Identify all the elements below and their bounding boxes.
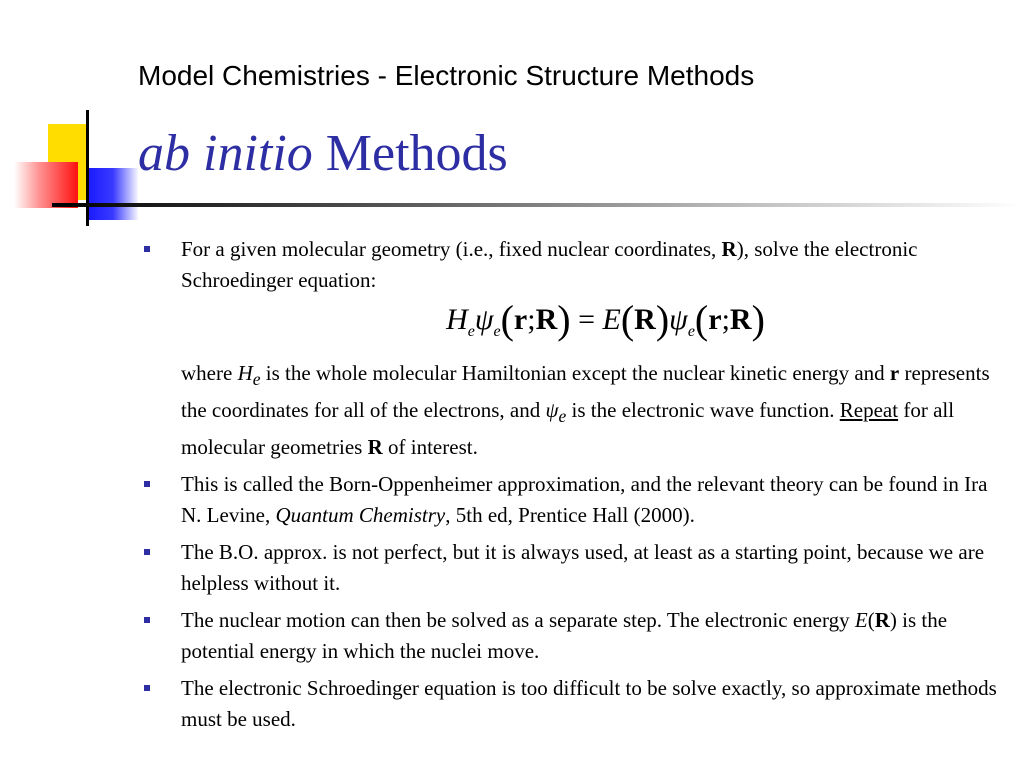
bullet-marker bbox=[144, 685, 150, 691]
title-italic: ab initio bbox=[138, 125, 313, 182]
blue-square-decoration bbox=[88, 168, 138, 220]
bullet-text: The B.O. approx. is not perfect, but it is always used, at least as a starting point, because we are helpless without it. bbox=[181, 540, 985, 596]
schroedinger-equation bbox=[181, 297, 1000, 342]
text-run: is the whole molecular Hamiltonian except the nuclear kinetic energy and bbox=[260, 361, 890, 385]
list-item bbox=[140, 605, 1000, 667]
equation-explanation bbox=[181, 358, 1000, 463]
eq-symbol: E bbox=[602, 303, 621, 336]
underlined-word: Repeat bbox=[839, 398, 899, 423]
list-item bbox=[140, 673, 1000, 735]
bullet-list bbox=[140, 234, 1000, 741]
eq-paren: ) bbox=[557, 297, 571, 342]
italic-symbol: H bbox=[237, 361, 253, 385]
title-rest: Methods bbox=[312, 125, 508, 182]
bold-symbol: R bbox=[874, 608, 890, 633]
bold-symbol: R bbox=[721, 237, 737, 261]
eq-paren: ( bbox=[500, 297, 514, 342]
eq-symbol: ; bbox=[721, 303, 730, 336]
eq-symbol: ψ bbox=[669, 303, 688, 336]
eq-symbol: r bbox=[708, 303, 722, 336]
text-run: The nuclear motion can then be solved as a separate step. The electronic energy bbox=[181, 608, 855, 633]
list-item bbox=[140, 537, 1000, 599]
text-run: ( bbox=[867, 608, 875, 633]
bullet-marker bbox=[144, 549, 150, 555]
subscript: e bbox=[558, 406, 567, 427]
slide-title bbox=[138, 125, 508, 182]
text-run: , 5th ed, Prentice Hall (2000). bbox=[445, 503, 695, 528]
bold-symbol: r bbox=[889, 361, 900, 385]
eq-symbol: H bbox=[446, 303, 468, 336]
red-square-decoration bbox=[14, 162, 78, 208]
text-run: ) is the potential energy in which the nuclei move. bbox=[181, 608, 948, 664]
eq-subscript: e bbox=[493, 323, 501, 340]
slide-subtitle: Model Chemistries - Electronic Structure Methods bbox=[138, 60, 755, 91]
subscript: e bbox=[252, 369, 261, 390]
eq-paren: ( bbox=[620, 297, 635, 342]
title-underline-rule bbox=[52, 203, 1022, 207]
bullet-text: The electronic Schroedinger equation is too difficult to be solve exactly, so approximate methods must be used. bbox=[181, 676, 997, 732]
text-run: of interest. bbox=[382, 435, 478, 460]
italic-symbol: ψ bbox=[545, 398, 559, 423]
text-run: ), solve the electronic Schroedinger equation: bbox=[181, 237, 918, 292]
text-run: where bbox=[181, 361, 238, 385]
eq-symbol: ψ bbox=[474, 303, 494, 336]
eq-symbol: = bbox=[578, 303, 596, 336]
list-item bbox=[140, 234, 1000, 463]
eq-paren: ) bbox=[751, 297, 765, 342]
text-run: This is called the Born-Oppenheimer approximation, and the relevant theory can be found in Ira N. Levine, bbox=[181, 472, 988, 528]
eq-symbol: r bbox=[513, 303, 528, 336]
bullet-text bbox=[181, 234, 1000, 296]
eq-symbol: R bbox=[634, 303, 656, 336]
bullet-text bbox=[181, 469, 1000, 531]
text-run: For a given molecular geometry (i.e., fixed nuclear coordinates, bbox=[181, 237, 722, 261]
bullet-marker bbox=[144, 617, 150, 623]
eq-symbol: R bbox=[729, 303, 752, 336]
eq-subscript: e bbox=[467, 323, 475, 340]
text-run: is the electronic wave function. bbox=[566, 398, 840, 423]
italic-symbol: E bbox=[854, 608, 868, 633]
text-run: represents the coordinates for all of the electrons, and bbox=[181, 361, 990, 423]
book-title: Quantum Chemistry bbox=[275, 503, 446, 528]
bold-symbol: R bbox=[367, 435, 383, 460]
bullet-text bbox=[181, 605, 1000, 667]
eq-paren: ( bbox=[694, 297, 709, 342]
eq-paren: ) bbox=[655, 297, 670, 342]
vertical-rule bbox=[86, 110, 89, 226]
text-run: for all molecular geometries bbox=[181, 398, 955, 460]
eq-symbol: R bbox=[535, 303, 558, 336]
eq-symbol: ; bbox=[527, 303, 536, 336]
eq-subscript: e bbox=[687, 323, 695, 340]
bullet-marker bbox=[144, 481, 150, 487]
list-item bbox=[140, 469, 1000, 531]
bullet-marker bbox=[144, 246, 150, 252]
